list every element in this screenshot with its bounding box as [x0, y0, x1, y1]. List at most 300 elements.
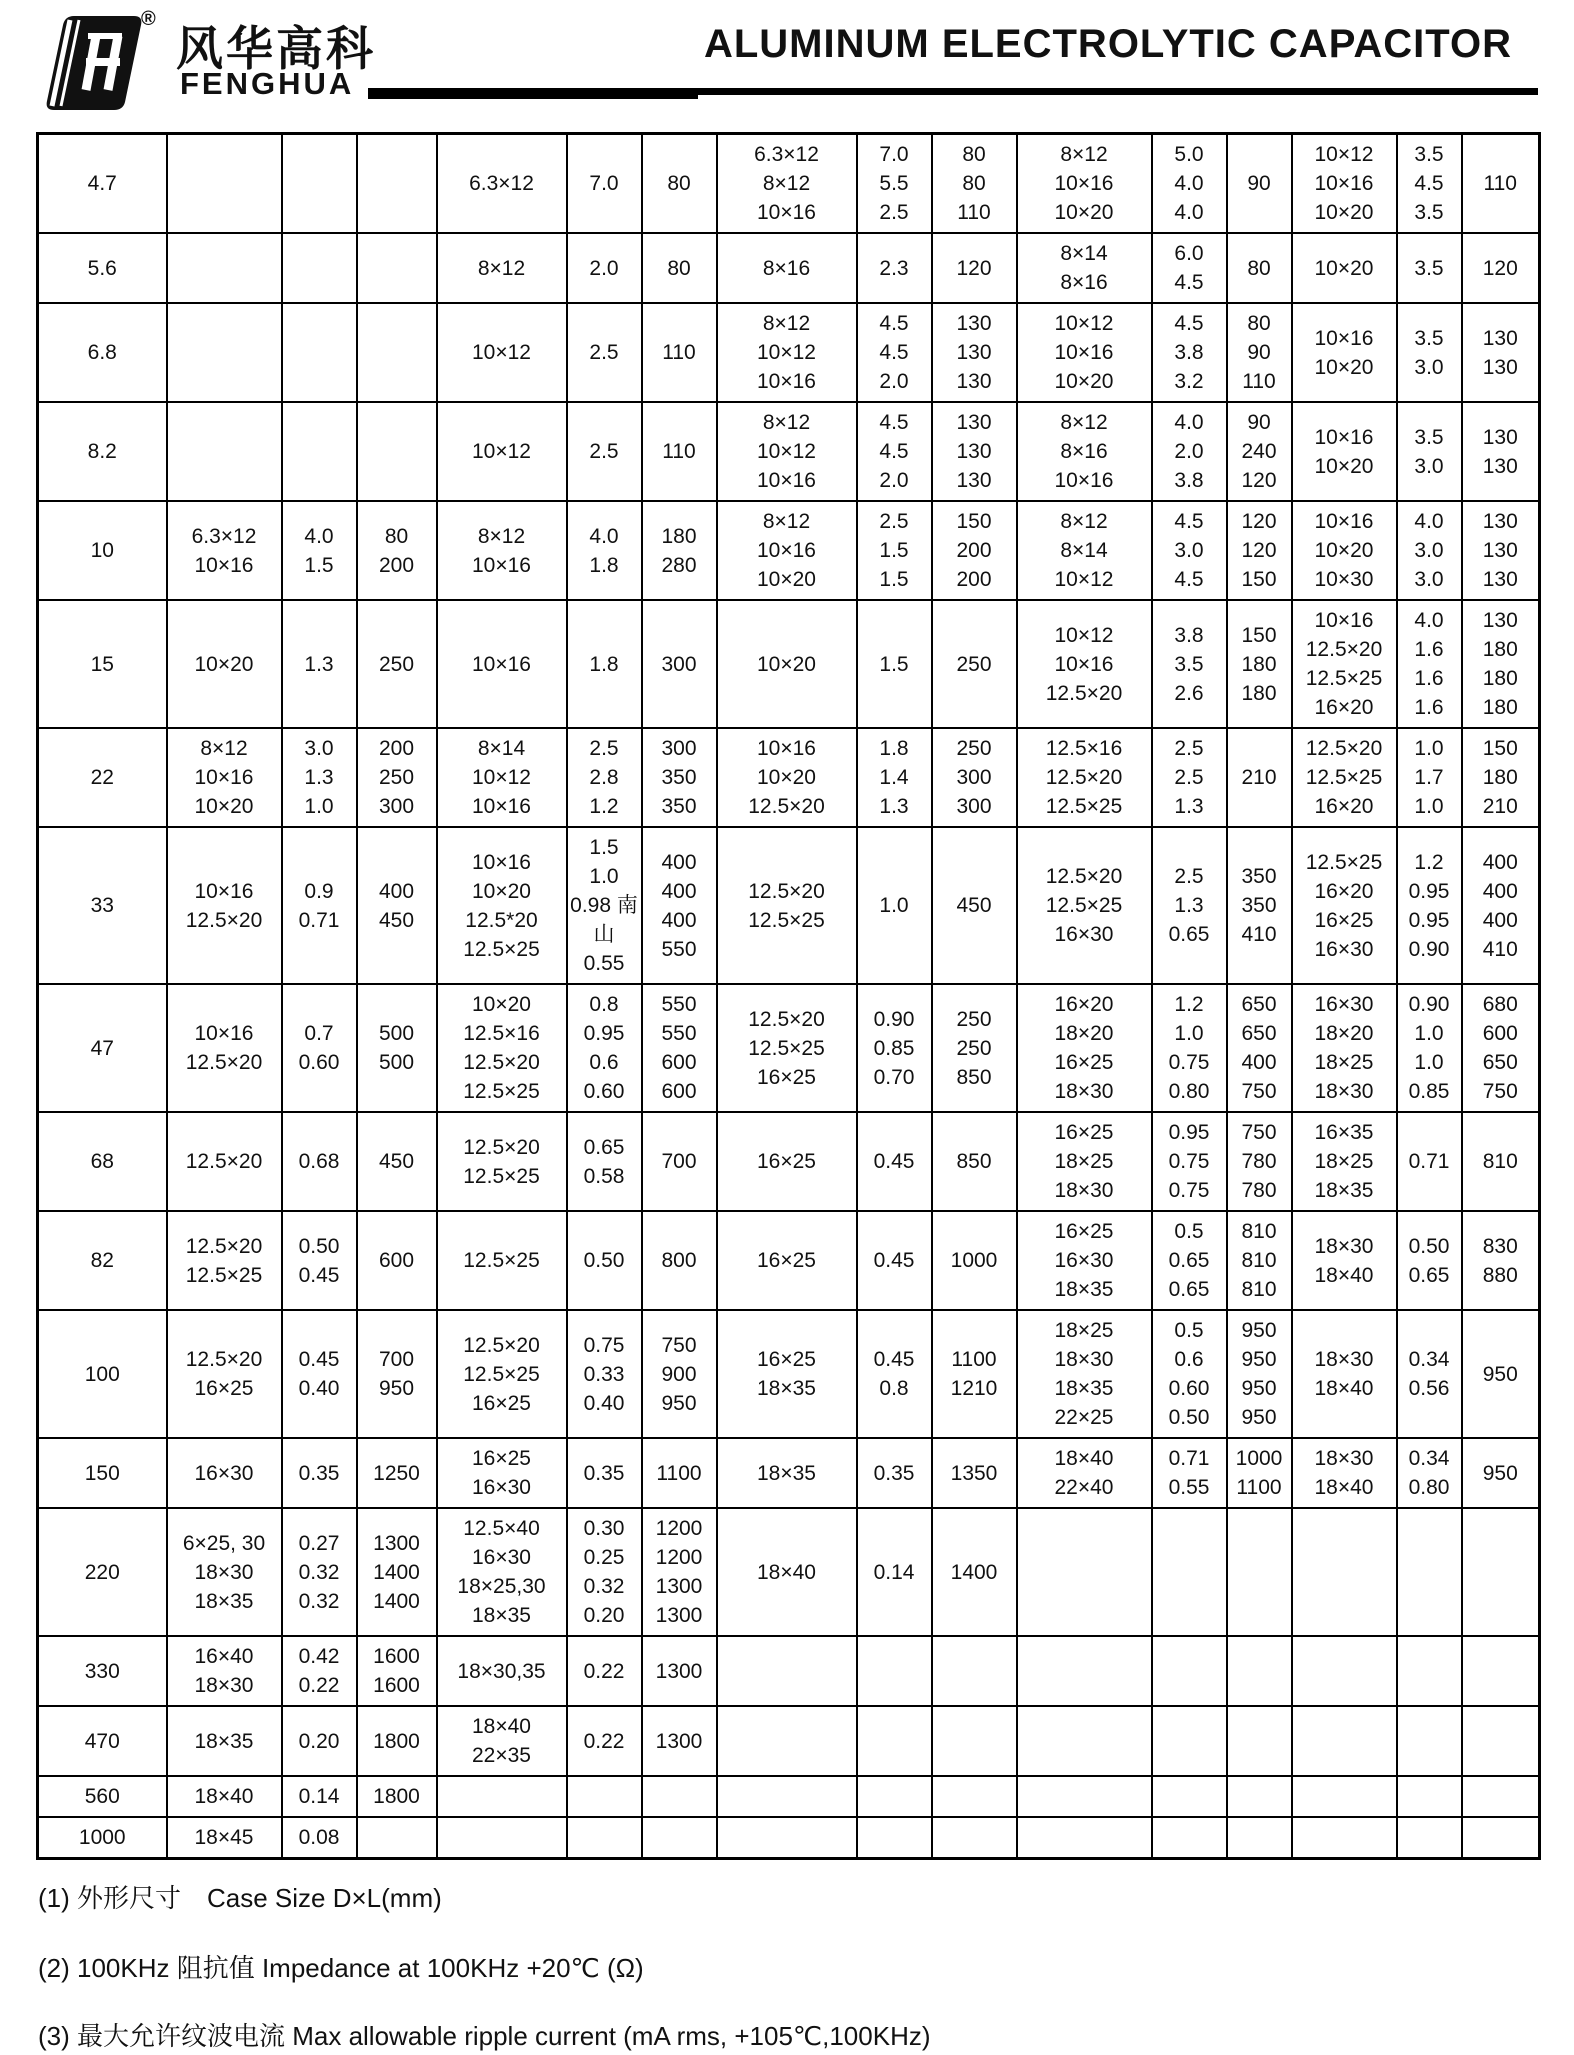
- spec-cell: [642, 1817, 717, 1859]
- spec-cell: [437, 233, 567, 303]
- cell-line: 150: [956, 510, 992, 533]
- cell-line: 0.65: [1168, 1278, 1210, 1301]
- spec-cell: [1462, 1211, 1540, 1310]
- spec-cell: [282, 1508, 357, 1636]
- spec-cell: [1017, 1706, 1152, 1776]
- spec-cell: [567, 233, 642, 303]
- capacitance-cell: [38, 303, 167, 402]
- spec-cell: [642, 1211, 717, 1310]
- cell-line: 18×40: [1314, 1377, 1374, 1400]
- cell-line: 200: [956, 539, 992, 562]
- cell-line: 8×12: [762, 312, 811, 335]
- cell-line: 22×35: [472, 1744, 531, 1767]
- spec-cell: [1017, 728, 1152, 827]
- cell-line: 1.3: [304, 766, 334, 789]
- spec-cell: [1227, 501, 1292, 600]
- cell-line: 0.45: [298, 1348, 340, 1371]
- spec-cell: [282, 1776, 357, 1817]
- cell-line: 80: [1247, 256, 1271, 280]
- cell-line: 330: [84, 1659, 120, 1683]
- cell-line: 0.25: [583, 1546, 625, 1569]
- cell-line: 8×12: [477, 256, 526, 280]
- spec-cell: [357, 402, 437, 501]
- spec-cell: [357, 303, 437, 402]
- cell-line: 1300: [655, 1659, 703, 1683]
- cell-line: 10×16: [1054, 469, 1114, 492]
- spec-cell: [437, 1706, 567, 1776]
- cell-line: 18×35: [757, 1377, 816, 1400]
- cell-line: 18×35: [1314, 1179, 1374, 1202]
- cell-line: 10×20: [472, 993, 531, 1016]
- cell-line: 1.5: [589, 836, 619, 859]
- cell-line: 3.5: [1414, 143, 1444, 166]
- cell-line: 6.3×12: [754, 143, 819, 166]
- cell-line: 0.45: [873, 1150, 915, 1173]
- cell-line: 18×35: [472, 1604, 531, 1627]
- cell-line: 90: [1247, 341, 1271, 364]
- cell-line: 10×12: [1054, 312, 1114, 335]
- spec-cell: [717, 1438, 857, 1508]
- cell-line: 80: [667, 172, 691, 195]
- spec-cell: [1017, 600, 1152, 728]
- cell-line: 10×20: [1314, 454, 1374, 478]
- cell-line: 18×30: [1054, 1080, 1114, 1103]
- brand-name-latin: FENGHUA: [180, 66, 355, 101]
- cell-line: 0.95: [1168, 1121, 1210, 1144]
- cell-line: 810: [1241, 1249, 1277, 1272]
- spec-cell: [1017, 1211, 1152, 1310]
- spec-cell: [1017, 1438, 1152, 1508]
- cell-line: 12.5×25: [1305, 850, 1383, 874]
- cell-line: 18×25: [1314, 1150, 1374, 1173]
- cell-line: 900: [661, 1362, 697, 1386]
- cell-line: 16×30: [1054, 923, 1114, 946]
- cell-line: 1000: [1235, 1447, 1283, 1470]
- cell-line: 0.65: [1408, 1263, 1450, 1287]
- cell-line: 18×30: [1314, 1348, 1374, 1371]
- spec-cell: [717, 501, 857, 600]
- spec-cell: [437, 1636, 567, 1706]
- cell-line: 10×16: [757, 737, 816, 760]
- table-row: [38, 134, 1540, 234]
- cell-line: 550: [661, 993, 697, 1016]
- cell-line: 8×12: [1060, 411, 1108, 434]
- cell-line: 15: [90, 652, 114, 676]
- cell-line: 16×40: [194, 1645, 254, 1668]
- spec-cell: [437, 984, 567, 1112]
- spec-cell: [1292, 1211, 1397, 1310]
- cell-line: 18×20: [1314, 1022, 1374, 1045]
- cell-line: 1.0: [304, 795, 334, 818]
- cell-line: 12.5×20: [185, 1051, 263, 1074]
- spec-cell: [932, 1776, 1017, 1817]
- cell-line: 0.32: [298, 1589, 340, 1613]
- spec-cell: [857, 233, 932, 303]
- cell-line: 1400: [950, 1560, 998, 1584]
- cell-line: 0.65: [1168, 923, 1210, 946]
- spec-cell: [1462, 1706, 1540, 1776]
- spec-cell: [1227, 1706, 1292, 1776]
- cell-line: 18×30: [1054, 1348, 1114, 1371]
- cell-line: 180: [1482, 638, 1518, 661]
- spec-cell: [717, 233, 857, 303]
- cell-line: 4.5: [879, 341, 909, 364]
- cell-line: 1.3: [879, 795, 909, 818]
- spec-cell: [357, 1310, 437, 1438]
- cell-line: 18×30: [1054, 1179, 1114, 1202]
- spec-cell: [717, 728, 857, 827]
- cell-line: 18×35: [194, 1729, 254, 1753]
- spec-cell: [857, 501, 932, 600]
- cell-line: 0.70: [873, 1065, 915, 1089]
- cell-line: 0.34: [1408, 1348, 1450, 1371]
- cell-line: 750: [1241, 1080, 1277, 1103]
- spec-cell: [1397, 600, 1462, 728]
- cell-line: 12.5×20: [463, 1051, 540, 1074]
- cell-line: 12.5×20: [1305, 638, 1383, 661]
- cell-line: 4.7: [87, 172, 117, 195]
- cell-line: 16×25: [194, 1377, 254, 1400]
- cell-line: 600: [661, 1051, 697, 1074]
- cell-line: 4.0: [589, 524, 619, 548]
- cell-line: 350: [661, 766, 697, 789]
- cell-line: 1.3: [1174, 894, 1204, 917]
- cell-line: 0.71: [1408, 1150, 1450, 1173]
- spec-cell: [1227, 1508, 1292, 1636]
- cell-line: 18×35: [194, 1589, 254, 1613]
- cell-line: 1300: [655, 1604, 703, 1627]
- cell-line: 10×16: [194, 766, 254, 789]
- cell-line: 120: [1482, 256, 1518, 280]
- cell-line: 1300: [655, 1729, 703, 1753]
- cell-line: 130: [956, 469, 992, 492]
- cell-line: 2.3: [879, 256, 909, 280]
- cell-line: 1200: [655, 1546, 703, 1569]
- cell-line: 10×20: [194, 652, 254, 676]
- spec-cell: [1397, 1636, 1462, 1706]
- spec-cell: [167, 827, 282, 984]
- spec-cell: [1462, 1508, 1540, 1636]
- spec-cell: [1227, 233, 1292, 303]
- table-row: [38, 827, 1540, 984]
- cell-line: 4.0: [1414, 510, 1444, 533]
- spec-cell: [717, 134, 857, 234]
- cell-line: 110: [1483, 172, 1517, 195]
- cell-line: 1.0: [1414, 1022, 1444, 1045]
- spec-cell: [642, 1112, 717, 1211]
- spec-cell: [932, 1817, 1017, 1859]
- cell-line: 3.0: [1414, 568, 1444, 591]
- cell-line: 1.0: [589, 865, 619, 888]
- cell-line: 130: [1482, 425, 1518, 449]
- cell-line: 1.8: [589, 553, 619, 577]
- cell-line: 82: [90, 1249, 114, 1272]
- cell-line: 10×12: [472, 341, 531, 364]
- cell-line: 8×12: [200, 737, 248, 760]
- cell-line: 16×20: [1054, 993, 1114, 1016]
- spec-cell: [642, 303, 717, 402]
- table-row: [38, 1310, 1540, 1438]
- cell-line: 0.60: [298, 1051, 340, 1074]
- spec-cell: [1017, 1776, 1152, 1817]
- cell-line: 80: [962, 143, 986, 166]
- cell-line: 12.5×25: [1045, 795, 1123, 818]
- cell-line: 250: [378, 652, 415, 676]
- table-row: [38, 303, 1540, 402]
- cell-line: 300: [956, 766, 992, 789]
- cell-line: 10×16: [194, 553, 254, 577]
- spec-cell: [357, 1508, 437, 1636]
- cell-line: 0.95: [1408, 879, 1450, 903]
- cell-line: 12.5×20: [748, 1007, 825, 1031]
- cell-line: 1800: [373, 1785, 420, 1808]
- spec-cell: [642, 1310, 717, 1438]
- cell-line: 10×16: [472, 553, 531, 577]
- cell-line: 16×30: [194, 1461, 254, 1485]
- cell-line: 18×45: [194, 1826, 254, 1849]
- cell-line: 0.9: [304, 879, 334, 903]
- spec-cell: [282, 501, 357, 600]
- cell-line: 300: [378, 795, 415, 818]
- spec-cell: [932, 402, 1017, 501]
- cell-line: 0.8: [589, 993, 619, 1016]
- cell-line: 6.3×12: [469, 172, 534, 195]
- spec-cell: [1397, 1817, 1462, 1859]
- cell-line: 18×35: [1054, 1377, 1114, 1400]
- spec-cell: [1462, 1310, 1540, 1438]
- spec-cell: [642, 1706, 717, 1776]
- spec-cell: [1292, 984, 1397, 1112]
- cell-line: 110: [957, 201, 991, 224]
- cell-line: 18×30: [194, 1560, 254, 1584]
- cell-line: 80: [667, 256, 691, 280]
- spec-cell: [857, 1706, 932, 1776]
- spec-cell: [1227, 402, 1292, 501]
- cell-line: 0.50: [1408, 1234, 1450, 1258]
- cell-line: 210: [1482, 795, 1518, 818]
- cell-line: 80: [1247, 312, 1271, 335]
- cell-line: 200: [378, 737, 415, 760]
- spec-cell: [357, 984, 437, 1112]
- table-row: [38, 1636, 1540, 1706]
- cell-line: 12.5×25: [748, 908, 825, 932]
- cell-line: 10×12: [1054, 568, 1114, 591]
- cell-line: 1.5: [879, 568, 909, 591]
- spec-cell: [717, 1310, 857, 1438]
- cell-line: 12.5×25: [1045, 894, 1123, 917]
- cell-line: 0.75: [1168, 1179, 1210, 1202]
- spec-cell: [1227, 134, 1292, 234]
- cell-line: 130: [1482, 326, 1518, 350]
- spec-cell: [167, 984, 282, 1112]
- cell-line: 0.71: [298, 908, 340, 932]
- spec-cell: [1462, 1438, 1540, 1508]
- cell-line: 410: [1241, 923, 1277, 946]
- cell-line: 1.6: [1414, 667, 1444, 690]
- spec-cell: [282, 233, 357, 303]
- table-row: [38, 402, 1540, 501]
- spec-cell: [437, 134, 567, 234]
- spec-cell: [1462, 984, 1540, 1112]
- cell-line: 12.5×20: [185, 1150, 263, 1173]
- cell-line: 16×30: [1054, 1249, 1114, 1272]
- cell-line: 10: [90, 539, 114, 562]
- cell-line: 12.5×25: [748, 1036, 825, 1060]
- cell-line: 0.14: [873, 1560, 915, 1584]
- cell-line: 0.22: [583, 1659, 625, 1683]
- cell-line: 4.5: [1174, 510, 1204, 533]
- spec-cell: [1397, 1438, 1462, 1508]
- cell-line: 16×25: [472, 1391, 531, 1415]
- spec-cell: [642, 402, 717, 501]
- cell-line: 山: [593, 923, 615, 946]
- spec-cell: [282, 1310, 357, 1438]
- cell-line: 16×25: [472, 1447, 531, 1470]
- spec-cell: [642, 134, 717, 234]
- spec-cell: [567, 1310, 642, 1438]
- spec-cell: [642, 1508, 717, 1636]
- spec-cell: [1292, 1636, 1397, 1706]
- table-row: [38, 1211, 1540, 1310]
- cell-line: 250: [956, 1036, 992, 1060]
- spec-cell: [567, 600, 642, 728]
- cell-line: 5.6: [87, 256, 117, 280]
- cell-line: 650: [1241, 1022, 1277, 1045]
- cell-line: 8×12: [1060, 510, 1108, 533]
- cell-line: 18×40: [1054, 1447, 1114, 1470]
- cell-line: 1.6: [1414, 696, 1444, 719]
- cell-line: 8×16: [1060, 440, 1108, 463]
- cell-line: 12.5×25: [463, 937, 540, 961]
- cell-line: 10×16: [472, 850, 531, 874]
- spec-cell: [437, 501, 567, 600]
- spec-cell: [1152, 827, 1227, 984]
- cell-line: 16×25: [1314, 908, 1374, 932]
- cell-line: 150: [1241, 568, 1277, 591]
- cell-line: 1.0: [1174, 1022, 1204, 1045]
- cell-line: 100: [84, 1362, 120, 1386]
- cell-line: 130: [956, 341, 992, 364]
- spec-cell: [1292, 827, 1397, 984]
- cell-line: 560: [84, 1785, 120, 1808]
- cell-line: 4.5: [879, 312, 909, 335]
- cell-line: 0.40: [298, 1377, 340, 1400]
- cell-line: 8×16: [1060, 271, 1108, 294]
- spec-cell: [857, 303, 932, 402]
- spec-cell: [717, 1508, 857, 1636]
- cell-line: 0.50: [1168, 1406, 1210, 1429]
- cell-line: 0.35: [583, 1461, 625, 1485]
- cell-line: 1100: [951, 1348, 997, 1371]
- spec-cell: [717, 600, 857, 728]
- table-row: [38, 728, 1540, 827]
- spec-cell: [357, 1438, 437, 1508]
- spec-cell: [1462, 1817, 1540, 1859]
- cell-line: 10×16: [1054, 341, 1114, 364]
- cell-line: 5.0: [1174, 143, 1204, 166]
- cell-line: 16×30: [472, 1476, 531, 1499]
- spec-cell: [1227, 1636, 1292, 1706]
- capacitance-cell: [38, 1776, 167, 1817]
- spec-cell: [437, 1310, 567, 1438]
- cell-line: 1200: [655, 1517, 703, 1540]
- cell-line: 12.5×16: [463, 1022, 540, 1045]
- cell-line: 22×25: [1054, 1406, 1114, 1429]
- cell-line: 10×16: [757, 370, 816, 393]
- cell-line: 1.5: [879, 652, 909, 676]
- spec-cell: [932, 1706, 1017, 1776]
- spec-cell: [167, 1211, 282, 1310]
- cell-line: 1.0: [1414, 1051, 1444, 1074]
- cell-line: 300: [661, 737, 697, 760]
- cell-line: 600: [1482, 1022, 1518, 1045]
- cell-line: 4.0: [1174, 411, 1204, 434]
- spec-cell: [932, 1310, 1017, 1438]
- spec-cell: [567, 303, 642, 402]
- cell-line: 780: [1241, 1150, 1277, 1173]
- table-row: [38, 984, 1540, 1112]
- cell-line: 1.7: [1414, 766, 1444, 789]
- cell-line: 8×14: [1060, 539, 1108, 562]
- cell-line: 830: [1482, 1234, 1518, 1258]
- cell-line: 2.5: [589, 440, 619, 463]
- capacitance-cell: [38, 1211, 167, 1310]
- cell-line: 8×12: [1060, 143, 1108, 166]
- cell-line: 810: [1241, 1220, 1277, 1243]
- spec-cell: [932, 984, 1017, 1112]
- cell-line: 18×30: [1314, 1080, 1374, 1103]
- spec-cell: [1017, 501, 1152, 600]
- spec-cell: [717, 984, 857, 1112]
- cell-line: 16×25: [757, 1249, 816, 1272]
- cell-line: 0.85: [1408, 1080, 1450, 1103]
- cell-line: 12.5×20: [185, 1234, 263, 1258]
- cell-line: 2.0: [879, 469, 909, 492]
- cell-line: 0.27: [298, 1531, 340, 1555]
- cell-line: 180: [1482, 696, 1518, 719]
- cell-line: 4.5: [879, 440, 909, 463]
- cell-line: 130: [1482, 355, 1518, 379]
- cell-line: 0.65: [1168, 1249, 1210, 1272]
- cell-line: 12.5*20: [465, 908, 538, 932]
- cell-line: 150: [1482, 737, 1518, 760]
- spec-cell: [1227, 303, 1292, 402]
- spec-cell: [1397, 984, 1462, 1112]
- spec-cell: [167, 233, 282, 303]
- cell-line: 950: [378, 1377, 415, 1400]
- spec-cell: [1227, 1310, 1292, 1438]
- cell-line: 0.6: [589, 1051, 619, 1074]
- header-rule-thick-segment: [368, 88, 698, 99]
- cell-line: 120: [1241, 510, 1277, 533]
- spec-cell: [1227, 1776, 1292, 1817]
- spec-cell: [642, 1776, 717, 1817]
- cell-line: 0.90: [873, 1007, 915, 1031]
- cell-line: 600: [378, 1249, 415, 1272]
- cell-line: 1600: [373, 1674, 420, 1697]
- cell-line: 2.6: [1174, 681, 1204, 705]
- spec-cell: [932, 233, 1017, 303]
- spec-cell: [567, 501, 642, 600]
- cell-line: 4.0: [1414, 609, 1444, 632]
- cell-line: 1300: [655, 1575, 703, 1598]
- spec-cell: [1152, 1817, 1227, 1859]
- cell-line: 68: [90, 1150, 114, 1173]
- spec-cell: [857, 1211, 932, 1310]
- cell-line: 130: [956, 411, 992, 434]
- cell-line: 12.5×20: [1045, 681, 1123, 705]
- cell-line: 1350: [950, 1461, 998, 1485]
